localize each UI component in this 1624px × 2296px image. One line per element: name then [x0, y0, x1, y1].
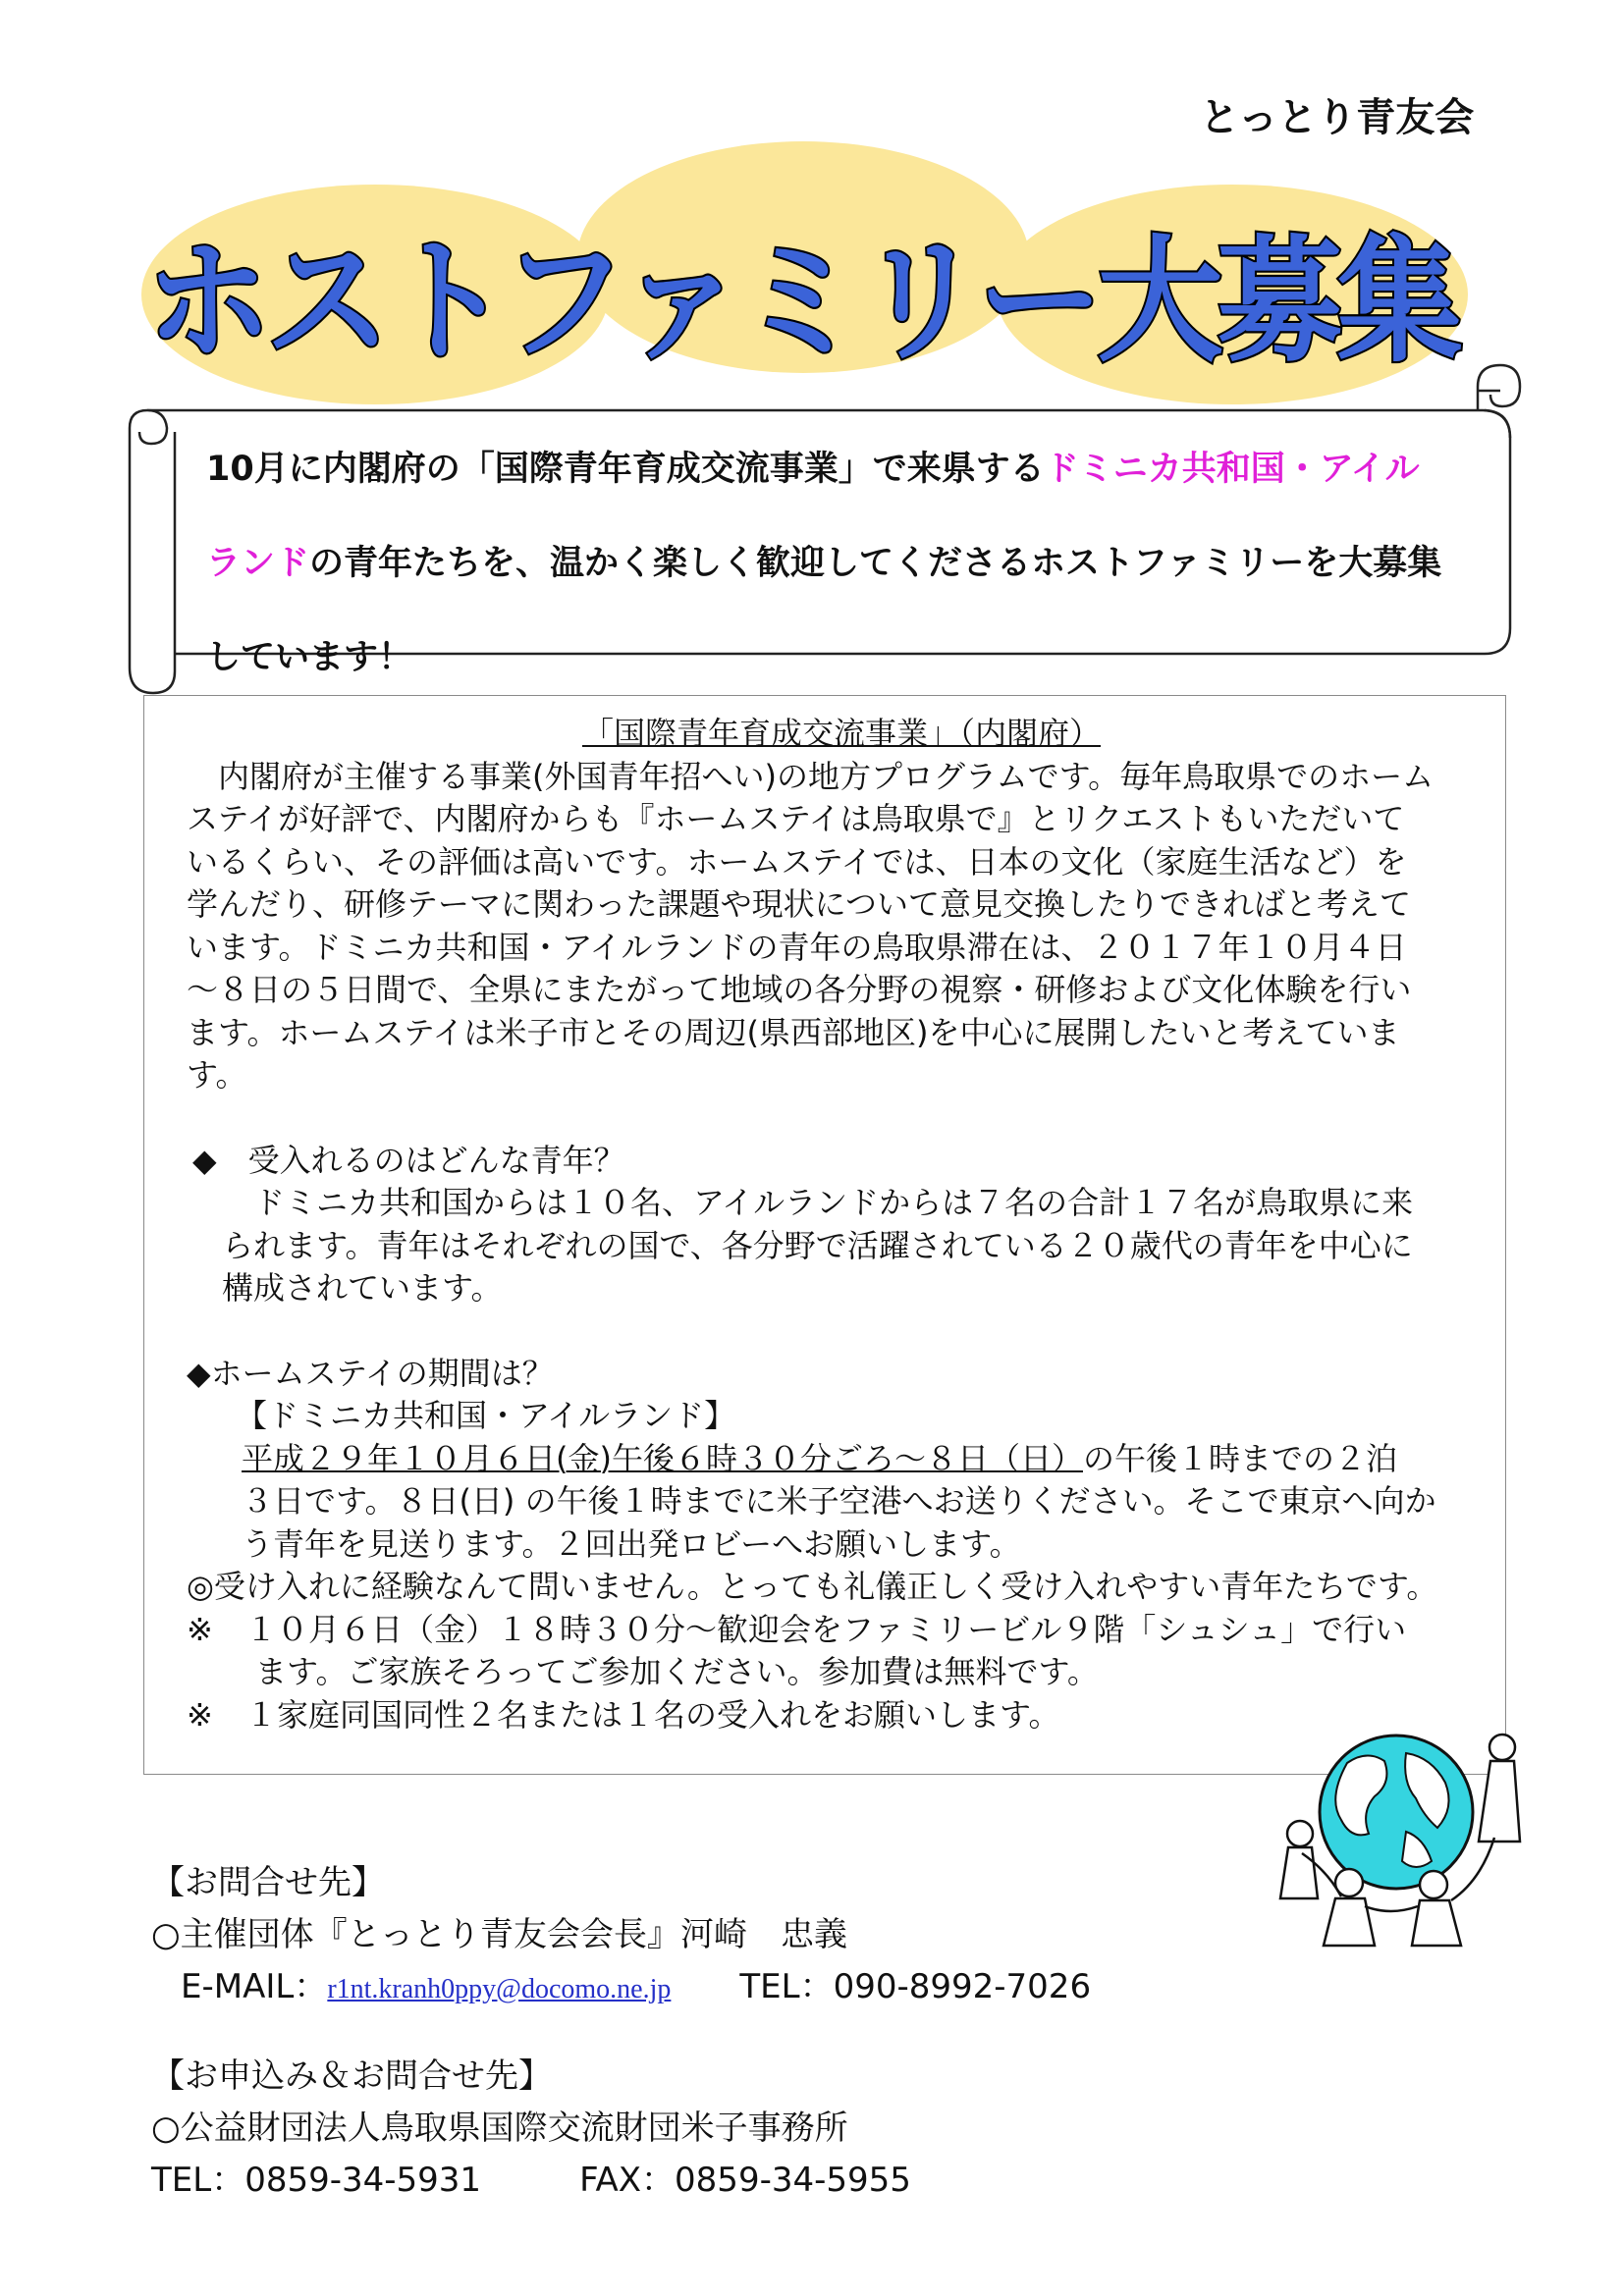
program-line: ます。ホームステイは米子市とその周辺(県西部地区)を中心に展開したいと考えていま — [187, 1013, 1400, 1051]
youth-line: ドミニカ共和国からは１０名、アイルランドからは７名の合計１７名が鳥取県に来 — [222, 1184, 1414, 1221]
experience-note: ◎受け入れに経験なんて問いません。とっても礼儀正しく受け入れやすい青年たちです。 — [187, 1568, 1438, 1605]
note-2: ※ １家庭同国同性２名または１名の受入れをお願いします。 — [187, 1695, 1060, 1734]
organization-name: とっとり青友会 — [1200, 95, 1475, 140]
highlight-countries: ドミニカ共和国・アイル — [1044, 450, 1420, 489]
youth-line: 構成されています。 — [222, 1269, 503, 1307]
highlight-country-cont: ランド — [206, 544, 310, 583]
email-link[interactable]: r1nt.kranh0ppy@docomo.ne.jp — [327, 1974, 672, 2004]
period-line-3: う青年を見送ります。２回出発ロビーへお願いします。 — [242, 1524, 1021, 1563]
application-heading: 【お申込み＆お問合せ先】 — [151, 2056, 552, 2096]
program-line: います。ドミニカ共和国・アイルランドの青年の鳥取県滞在は、２０１７年１０月４日 — [187, 928, 1407, 966]
page-title: ホストファミリー大募集 — [145, 223, 1457, 382]
contact-heading: 【お問合せ先】 — [151, 1863, 385, 1902]
office-name: ○公益財団法人鳥取県国際交流財団米子事務所 — [151, 2109, 848, 2148]
organizer-info: ○主催団体『とっとり青友会会長』河崎 忠義 — [151, 1915, 847, 1954]
organizer-contact-line: E-MAIL：r1nt.kranh0ppy@docomo.ne.jp TEL：090-8992-7026 — [181, 1967, 1092, 2006]
program-line: 学んだり、研修テーマに関わった課題や現状について意見交換したりできればと考えて — [187, 885, 1412, 923]
youth-line: られます。青年はそれぞれの国で、各分野で活躍されている２０歳代の青年を中心に — [222, 1226, 1413, 1264]
program-heading: 「国際青年育成交流事業」（内閣府） — [581, 715, 1101, 752]
intro-line-2: ランドの青年たちを、温かく楽しく歓迎してくださるホストファミリーを大募集 — [206, 544, 1442, 583]
program-line: ～８日の５日間で、全県にまたがって地域の各分野の視察・研修および文化体験を行い — [187, 971, 1412, 1008]
office-tel: TEL：0859-34-5931 — [151, 2161, 482, 2200]
period-dates: 平成２９年１０月６日(金)午後６時３０分ごろ～８日（日） — [242, 1439, 1083, 1477]
note-1-cont: ます。ご家族そろってご参加ください。参加費は無料です。 — [255, 1653, 1099, 1690]
period-heading: ◆ホームステイの期間は？ — [187, 1354, 554, 1392]
organizer-tel: TEL：090-8992-7026 — [739, 1967, 1092, 2006]
period-subheading: 【ドミニカ共和国・アイルランド】 — [236, 1397, 736, 1434]
program-line: 内閣府が主催する事業(外国青年招へい)の地方プログラムです。毎年鳥取県でのホーム — [187, 757, 1435, 795]
office-fax: FAX：0859-34-5955 — [579, 2161, 911, 2200]
program-line: いるくらい、その評価は高いです。ホームステイでは、日本の文化（家庭生活など）を — [187, 842, 1407, 881]
globe-with-people-illustration — [1259, 1714, 1534, 1949]
office-contact-line — [151, 2155, 1231, 2207]
program-info-content — [187, 713, 1496, 1736]
contact-section — [151, 1857, 1231, 2207]
intro-line-1: 10月に内閣府の「国際青年育成交流事業」で来県するドミニカ共和国・アイル — [206, 450, 1420, 489]
period-line-1: 平成２９年１０月６日(金)午後６時３０分ごろ～８日（日）の午後１時までの２泊 — [242, 1439, 1397, 1477]
note-1: ※ １０月６日（金）１８時３０分～歓迎会をファミリービル９階「シュシュ」で行い — [187, 1610, 1407, 1648]
intro-message — [206, 422, 1502, 705]
intro-line-3: しています！ — [206, 638, 413, 677]
program-line: す。 — [187, 1056, 247, 1094]
youth-heading: ◆ 受入れるのはどんな青年？ — [192, 1141, 625, 1179]
period-line-2: ３日です。８日(日) の午後１時までに米子空港へお送りください。そこで東京へ向か — [242, 1482, 1436, 1520]
program-line: ステイが好評で、内閣府からも『ホームステイは鳥取県で』とリクエストもいただいて — [187, 800, 1405, 837]
